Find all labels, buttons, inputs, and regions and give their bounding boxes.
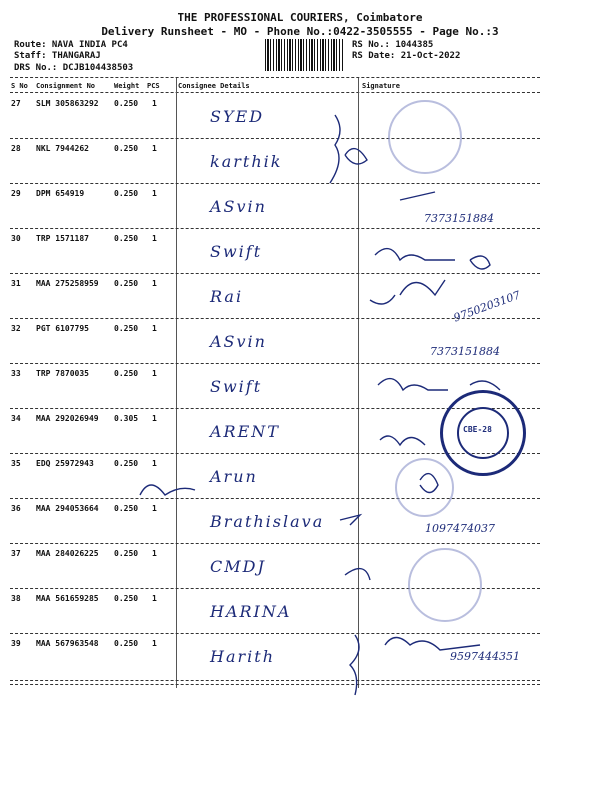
row-consignment: MAA 292026949 [36, 414, 99, 423]
row-consignee-name: ARENT [210, 422, 280, 441]
row-weight: 0.250 [114, 549, 139, 558]
stamp-code: CBE-28 [463, 425, 492, 434]
signature-mark [375, 249, 455, 260]
row-pcs: 1 [152, 504, 157, 513]
row-pcs: 1 [152, 189, 157, 198]
col-header-consignee: Consignee Details [178, 82, 250, 90]
row-consignee-name: SYED [210, 107, 265, 126]
signature-phone: 9750203107 [451, 288, 523, 325]
drs-label: DRS No.: DCJB104438503 [14, 63, 134, 73]
signature-mark [400, 192, 435, 200]
row-consignee-name: Arun [210, 467, 258, 486]
row-weight: 0.250 [114, 189, 139, 198]
brace-mark [350, 635, 359, 695]
row-weight: 0.250 [114, 279, 139, 288]
row-consignment: EDQ 25972943 [36, 459, 94, 468]
row-consignee-name: HARINA [210, 602, 292, 621]
signature-mark [380, 436, 425, 445]
col-header-pcs: PCS [147, 82, 160, 90]
signature-phone: 1097474037 [425, 522, 495, 535]
runsheet-subtitle: Delivery Runsheet - MO - Phone No.:0422-3505555 - Page No.:3 [101, 25, 499, 38]
col-header-weight: Weight [114, 82, 140, 90]
signature-mark [140, 485, 195, 495]
row-weight: 0.250 [114, 99, 139, 108]
row-consignee-name: Harith [210, 647, 275, 666]
row-consignment: TRP 7870035 [36, 369, 89, 378]
signature-phone: 7373151884 [424, 212, 494, 225]
row-sno: 28 [11, 144, 21, 153]
row-weight: 0.250 [114, 639, 139, 648]
rs-date-label: RS Date: 21-Oct-2022 [352, 51, 461, 61]
row-consignee-name: Brathislava [210, 512, 325, 531]
signature-mark [370, 295, 395, 304]
row-consignment: SLM 305863292 [36, 99, 99, 108]
row-sno: 36 [11, 504, 21, 513]
signature-mark [345, 569, 370, 580]
row-consignee-name: Swift [210, 377, 263, 396]
row-consignee-name: Swift [210, 242, 263, 261]
row-sno: 27 [11, 99, 21, 108]
row-weight: 0.250 [114, 234, 139, 243]
row-consignment: MAA 567963548 [36, 639, 99, 648]
row-pcs: 1 [152, 369, 157, 378]
row-consignee-name: Rai [210, 287, 244, 306]
row-sno: 38 [11, 594, 21, 603]
row-sno: 30 [11, 234, 21, 243]
row-consignment: MAA 294053664 [36, 504, 99, 513]
row-pcs: 1 [152, 324, 157, 333]
row-consignment: NKL 7944262 [36, 144, 89, 153]
signature-mark [345, 149, 367, 164]
stamp-faint-2 [395, 458, 454, 517]
company-seal-stamp [440, 390, 526, 476]
row-pcs: 1 [152, 459, 157, 468]
row-weight: 0.250 [114, 504, 139, 513]
route-label: Route: NAVA INDIA PC4 [14, 40, 128, 50]
brace-mark [330, 115, 340, 183]
row-sno: 33 [11, 369, 21, 378]
stamp-faint-1 [388, 100, 462, 174]
signature-mark [340, 515, 360, 525]
row-sno: 39 [11, 639, 21, 648]
row-consignee-name: CMDJ [210, 557, 266, 576]
row-consignment: MAA 284026225 [36, 549, 99, 558]
row-consignment: PGT 6107795 [36, 324, 89, 333]
row-pcs: 1 [152, 234, 157, 243]
row-sno: 34 [11, 414, 21, 423]
row-consignment: DPM 654919 [36, 189, 85, 198]
company-title: THE PROFESSIONAL COURIERS, Coimbatore [177, 11, 423, 24]
row-weight: 0.250 [114, 144, 139, 153]
signature-mark [400, 280, 445, 295]
row-weight: 0.250 [114, 459, 139, 468]
signature-mark [385, 638, 480, 651]
rs-no-label: RS No.: 1044385 [352, 40, 434, 50]
row-sno: 35 [11, 459, 21, 468]
row-pcs: 1 [152, 99, 157, 108]
row-consignment: MAA 275258959 [36, 279, 99, 288]
row-pcs: 1 [152, 414, 157, 423]
row-pcs: 1 [152, 279, 157, 288]
row-consignee-name: ASvin [210, 332, 267, 351]
row-pcs: 1 [152, 639, 157, 648]
row-sno: 29 [11, 189, 21, 198]
staff-label: Staff: THANGARAJ [14, 51, 101, 61]
row-pcs: 1 [152, 144, 157, 153]
stamp-faint-3 [408, 548, 482, 622]
signature-mark [378, 379, 448, 390]
row-sno: 32 [11, 324, 21, 333]
row-weight: 0.250 [114, 369, 139, 378]
row-weight: 0.250 [114, 594, 139, 603]
row-consignment: TRP 1571187 [36, 234, 89, 243]
signature-mark [470, 256, 490, 269]
row-sno: 37 [11, 549, 21, 558]
signature-phone: 9597444351 [450, 650, 520, 663]
row-consignment: MAA 561659285 [36, 594, 99, 603]
row-pcs: 1 [152, 594, 157, 603]
col-header-consignment: Consignment No [36, 82, 96, 90]
row-sno: 31 [11, 279, 21, 288]
row-weight: 0.250 [114, 324, 139, 333]
row-weight: 0.305 [114, 414, 139, 423]
signature-mark [470, 381, 500, 390]
row-pcs: 1 [152, 549, 157, 558]
col-header-sno: S No [11, 82, 28, 90]
row-consignee-name: karthik [210, 152, 283, 171]
row-consignee-name: ASvin [210, 197, 267, 216]
col-header-signature: Signature [362, 82, 400, 90]
signature-phone: 7373151884 [430, 345, 500, 358]
